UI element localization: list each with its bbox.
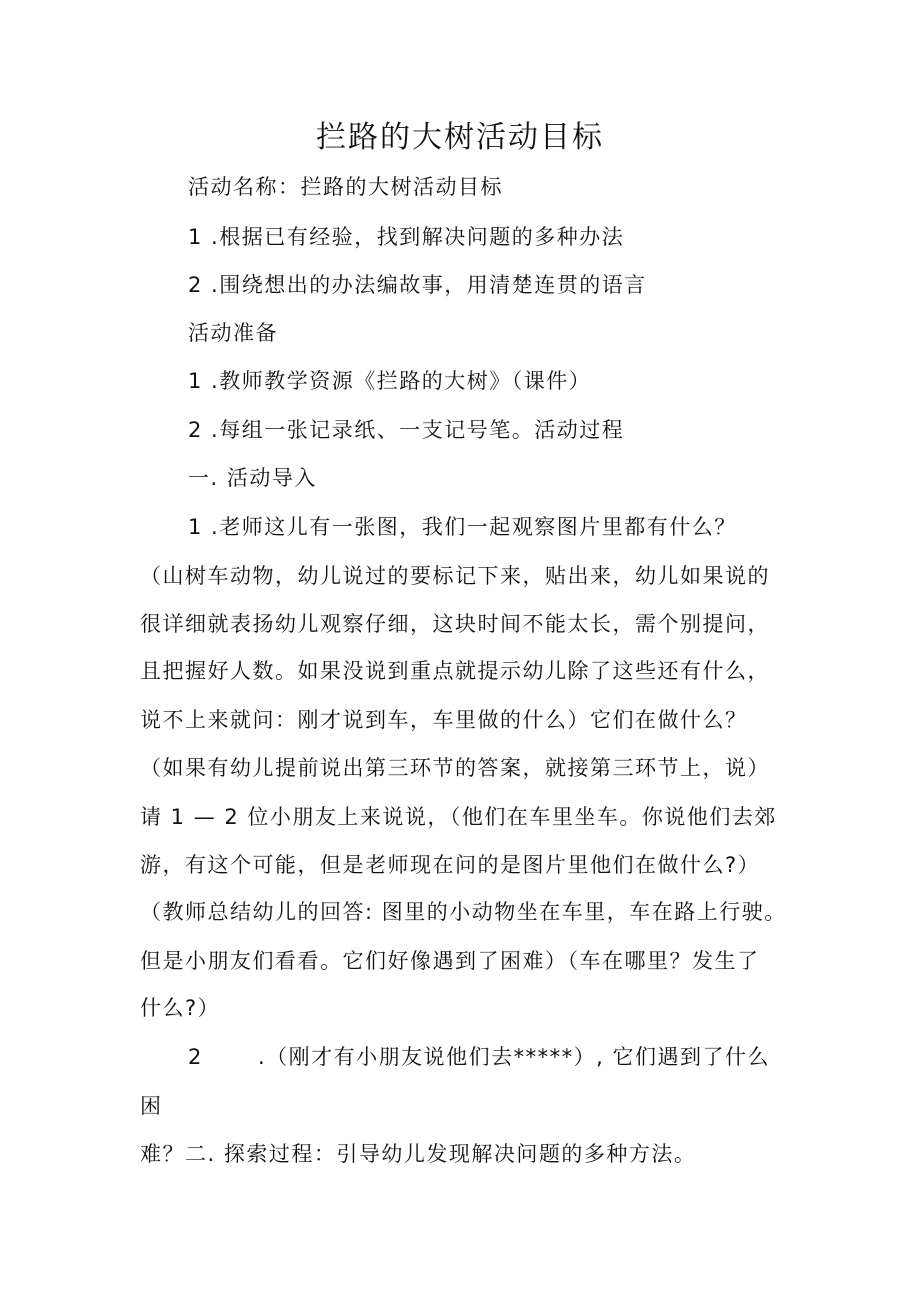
preparation-item-1: 1 .教师教学资源《拦路的大树》（课件）	[188, 369, 592, 393]
paragraph-line: 但是小朋友们看看。它们好像遇到了困难）（车在哪里？发生了	[140, 949, 760, 973]
list-item-continuation: 困	[140, 1094, 163, 1118]
activity-name-line: 活动名称：拦路的大树活动目标	[188, 175, 503, 199]
paragraph-line: 请 1 — 2 位小朋友上来说说，（他们在车里坐车。你说他们去郊	[140, 805, 777, 829]
list-item-2	[188, 1042, 770, 1072]
paragraph-line: （如果有幼儿提前说出第三环节的答案，就接第三环节上，说）	[140, 756, 770, 780]
paragraph-line: 很详细就表扬幼儿观察仔细，这块时间不能太长，需个别提问，	[140, 612, 770, 636]
goal-item-2: 2 .围绕想出的办法编故事，用清楚连贯的语言	[188, 273, 647, 297]
preparation-heading: 活动准备	[188, 321, 278, 345]
list-item-text: .（刚才有小朋友说他们去*****）, 它们遇到了什么	[258, 1045, 771, 1069]
goal-item-1: 1 .根据已有经验，找到解决问题的多种办法	[188, 225, 625, 249]
section-heading-explore: 难？二. 探索过程：引导幼儿发现解决问题的多种方法。	[140, 1142, 697, 1166]
paragraph-line: （教师总结幼儿的回答: 图里的小动物坐在车里，车在路上行驶。	[140, 900, 787, 924]
paragraph-line: 游，有这个可能，但是老师现在问的是图片里他们在做什么?）	[140, 853, 761, 877]
list-item-number: 2	[188, 1045, 203, 1069]
preparation-item-2: 2 .每组一张记录纸、一支记号笔。活动过程	[188, 418, 625, 442]
document-title: 拦路的大树活动目标	[316, 120, 604, 155]
section-heading-intro: 一. 活动导入	[188, 466, 317, 490]
paragraph-line: 且把握好人数。如果没说到重点就提示幼儿除了这些还有什么，	[140, 659, 770, 683]
paragraph-line: 什么?）	[140, 996, 221, 1020]
paragraph-line: 1 .老师这儿有一张图，我们一起观察图片里都有什么？	[188, 515, 737, 539]
paragraph-line: 说不上来就问：刚才说到车，车里做的什么）它们在做什么？	[140, 708, 748, 732]
paragraph-line: （山树车动物，幼儿说过的要标记下来，贴出来，幼儿如果说的	[140, 564, 770, 588]
